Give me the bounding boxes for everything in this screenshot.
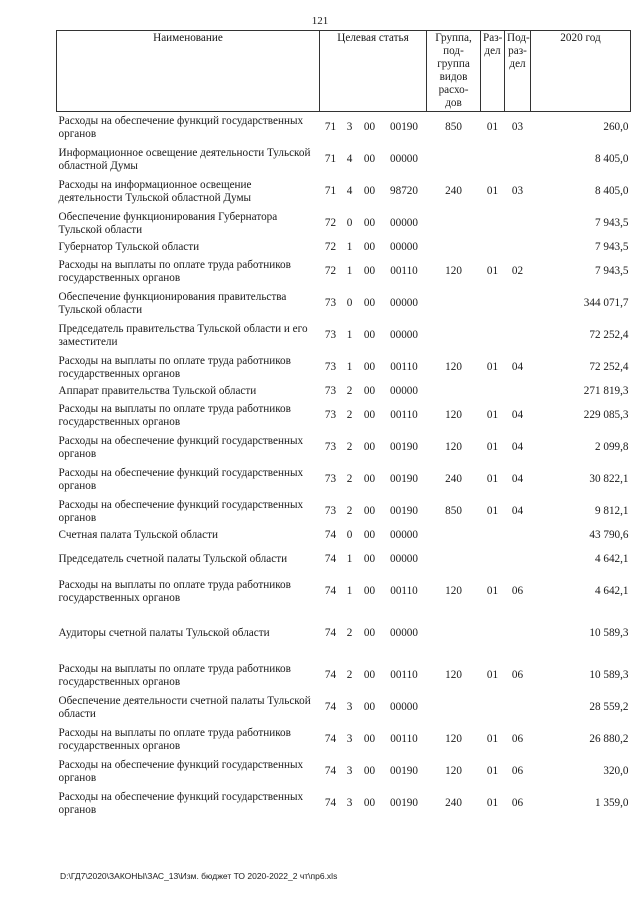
section-code: 01 bbox=[486, 361, 499, 373]
target-program: 72 bbox=[324, 265, 337, 277]
expense-group bbox=[427, 544, 481, 576]
section-code bbox=[481, 320, 505, 352]
target-subprogram: 2 bbox=[346, 669, 353, 681]
section-code: 01 bbox=[486, 185, 499, 197]
target-direction: 00110 bbox=[390, 265, 418, 277]
target-main-event: 00 bbox=[363, 529, 376, 541]
target-direction: 00000 bbox=[390, 701, 418, 713]
target-main-event: 00 bbox=[363, 733, 376, 745]
subsection-code bbox=[505, 240, 531, 256]
subsection-code bbox=[505, 144, 531, 176]
expense-group: 850 bbox=[445, 121, 462, 134]
target-program: 73 bbox=[324, 505, 337, 517]
subsection-code bbox=[505, 692, 531, 724]
expense-group: 120 bbox=[445, 361, 462, 373]
row-spacer bbox=[57, 608, 631, 618]
subsection-code bbox=[505, 384, 531, 400]
expense-group: 120 bbox=[445, 409, 462, 421]
target-subprogram: 2 bbox=[346, 409, 353, 421]
amount-2020: 10 589,3 bbox=[589, 669, 629, 681]
subsection-code: 02 bbox=[511, 265, 524, 277]
table-row bbox=[57, 618, 631, 650]
target-subprogram: 1 bbox=[346, 265, 353, 277]
target-program: 74 bbox=[324, 669, 337, 681]
target-main-event: 00 bbox=[363, 121, 376, 134]
table-row bbox=[57, 320, 631, 352]
row-name: Расходы на обеспечение функций государственных органов bbox=[58, 790, 304, 816]
target-subprogram: 1 bbox=[346, 585, 353, 597]
expense-group bbox=[427, 320, 481, 352]
section-code: 01 bbox=[486, 585, 499, 597]
target-program: 73 bbox=[324, 409, 337, 421]
target-program: 71 bbox=[324, 121, 337, 134]
expense-group: 240 bbox=[445, 185, 462, 197]
subsection-code: 06 bbox=[511, 585, 524, 597]
target-program: 71 bbox=[324, 153, 337, 165]
header-section-line: дел bbox=[484, 45, 501, 57]
section-code bbox=[481, 692, 505, 724]
table-body bbox=[57, 112, 631, 820]
row-name: Расходы на выплаты по оплате труда работников государственных органов bbox=[58, 258, 291, 284]
amount-2020: 10 589,3 bbox=[589, 627, 629, 639]
expense-group bbox=[427, 144, 481, 176]
section-code: 01 bbox=[486, 265, 499, 277]
row-name: Расходы на обеспечение функций государственных органов bbox=[58, 434, 304, 460]
target-program: 73 bbox=[324, 361, 337, 373]
target-program: 73 bbox=[324, 441, 337, 453]
row-name: Аудиторы счетной палаты Тульской области bbox=[58, 627, 270, 639]
table-row bbox=[57, 208, 631, 240]
target-main-event: 00 bbox=[363, 473, 376, 485]
amount-2020: 26 880,2 bbox=[589, 733, 629, 745]
section-code: 01 bbox=[486, 473, 499, 485]
expense-group: 240 bbox=[445, 797, 462, 809]
expense-group bbox=[427, 208, 481, 240]
amount-2020: 1 359,0 bbox=[594, 797, 629, 809]
target-program: 73 bbox=[324, 473, 337, 485]
target-main-event: 00 bbox=[363, 505, 376, 517]
target-direction: 98720 bbox=[390, 185, 418, 197]
section-code bbox=[481, 240, 505, 256]
target-program: 74 bbox=[324, 733, 337, 745]
file-path-footer: D:\ГД7\2020\ЗАКОНЫ\ЗАС_13\Изм. бюджет ТО 2020-2022_2 чт\пр6.xls bbox=[60, 871, 338, 881]
target-program: 72 bbox=[324, 241, 337, 253]
table-row bbox=[57, 288, 631, 320]
row-name: Губернатор Тульской области bbox=[58, 241, 200, 253]
row-name: Обеспечение функционирования правительства Тульской области bbox=[58, 290, 287, 316]
target-subprogram: 3 bbox=[346, 797, 353, 809]
target-program: 74 bbox=[324, 797, 337, 809]
target-main-event: 00 bbox=[363, 265, 376, 277]
target-subprogram: 0 bbox=[346, 529, 353, 541]
amount-2020: 9 812,1 bbox=[594, 505, 629, 517]
target-subprogram: 1 bbox=[346, 553, 353, 565]
header-name: Наименование bbox=[57, 31, 320, 112]
amount-2020: 4 642,1 bbox=[594, 553, 629, 565]
target-direction: 00000 bbox=[390, 241, 418, 253]
row-name: Расходы на выплаты по оплате труда работников государственных органов bbox=[58, 662, 291, 688]
target-main-event: 00 bbox=[363, 153, 376, 165]
header-group-line: группа bbox=[437, 58, 470, 70]
target-main-event: 00 bbox=[363, 385, 376, 397]
header-target-article: Целевая статья bbox=[320, 31, 427, 112]
target-direction: 00190 bbox=[390, 797, 418, 809]
page-number: 121 bbox=[311, 15, 329, 27]
target-program: 73 bbox=[324, 329, 337, 341]
subsection-code: 04 bbox=[511, 361, 524, 373]
target-subprogram: 1 bbox=[346, 241, 353, 253]
subsection-code: 04 bbox=[511, 409, 524, 421]
amount-2020: 7 943,5 bbox=[594, 241, 629, 253]
header-subsection-line: Под- bbox=[507, 32, 530, 44]
table-row bbox=[57, 692, 631, 724]
subsection-code: 04 bbox=[511, 441, 524, 453]
header-group-line: расхо- bbox=[438, 84, 469, 96]
amount-2020: 72 252,4 bbox=[589, 329, 629, 341]
target-direction: 00000 bbox=[390, 153, 418, 165]
subsection-code: 06 bbox=[511, 669, 524, 681]
target-subprogram: 0 bbox=[346, 297, 353, 309]
section-code bbox=[481, 288, 505, 320]
row-name: Расходы на выплаты по оплате труда работников государственных органов bbox=[58, 578, 291, 604]
header-group-line: под- bbox=[443, 45, 464, 57]
amount-2020: 7 943,5 bbox=[594, 265, 629, 277]
amount-2020: 271 819,3 bbox=[583, 385, 629, 397]
expense-group: 120 bbox=[445, 733, 462, 745]
header-group-line: Группа, bbox=[435, 32, 472, 44]
target-main-event: 00 bbox=[363, 409, 376, 421]
target-subprogram: 4 bbox=[346, 153, 353, 165]
table-row bbox=[57, 112, 631, 144]
row-name: Расходы на выплаты по оплате труда работников государственных органов bbox=[58, 726, 291, 752]
amount-2020: 344 071,7 bbox=[583, 297, 629, 309]
target-subprogram: 2 bbox=[346, 385, 353, 397]
section-code bbox=[481, 384, 505, 400]
subsection-code bbox=[505, 544, 531, 576]
amount-2020: 7 943,5 bbox=[594, 217, 629, 229]
expense-group: 120 bbox=[445, 441, 462, 453]
table-row bbox=[57, 144, 631, 176]
target-direction: 00190 bbox=[390, 121, 418, 134]
expense-group: 120 bbox=[445, 585, 462, 597]
section-code bbox=[481, 544, 505, 576]
row-name: Счетная палата Тульской области bbox=[58, 529, 218, 541]
section-code: 01 bbox=[486, 505, 499, 517]
target-main-event: 00 bbox=[363, 329, 376, 341]
target-program: 73 bbox=[324, 297, 337, 309]
target-subprogram: 2 bbox=[346, 473, 353, 485]
row-name: Расходы на обеспечение функций государственных органов bbox=[58, 114, 304, 140]
target-subprogram: 2 bbox=[346, 441, 353, 453]
budget-table bbox=[56, 30, 631, 820]
header-section bbox=[481, 31, 505, 112]
subsection-code bbox=[505, 528, 531, 544]
target-direction: 00110 bbox=[390, 585, 418, 597]
amount-2020: 8 405,0 bbox=[594, 153, 629, 165]
expense-group bbox=[427, 618, 481, 650]
amount-2020: 30 822,1 bbox=[589, 473, 629, 485]
table-row bbox=[57, 256, 631, 288]
table-row bbox=[57, 496, 631, 528]
expense-group bbox=[427, 288, 481, 320]
subsection-code bbox=[505, 208, 531, 240]
row-spacer-cell bbox=[57, 608, 631, 618]
section-code: 01 bbox=[486, 797, 499, 809]
target-direction: 00190 bbox=[390, 441, 418, 453]
amount-2020: 8 405,0 bbox=[594, 185, 629, 197]
target-program: 74 bbox=[324, 627, 337, 639]
section-code: 01 bbox=[486, 409, 499, 421]
subsection-code bbox=[505, 288, 531, 320]
target-direction: 00000 bbox=[390, 385, 418, 397]
target-direction: 00110 bbox=[390, 733, 418, 745]
table-row bbox=[57, 660, 631, 692]
row-name: Обеспечение функционирования Губернатора Тульской области bbox=[58, 210, 278, 236]
target-main-event: 00 bbox=[363, 217, 376, 229]
row-name: Аппарат правительства Тульской области bbox=[58, 385, 257, 397]
expense-group bbox=[427, 528, 481, 544]
expense-group: 120 bbox=[445, 765, 462, 777]
target-main-event: 00 bbox=[363, 297, 376, 309]
row-name: Председатель счетной палаты Тульской области bbox=[58, 553, 288, 565]
target-main-event: 00 bbox=[363, 765, 376, 777]
table-header bbox=[57, 31, 631, 112]
row-spacer-cell bbox=[57, 650, 631, 660]
row-name: Информационное освещение деятельности Тульской областной Думы bbox=[58, 146, 311, 172]
expense-group: 240 bbox=[445, 473, 462, 485]
section-code bbox=[481, 208, 505, 240]
expense-group bbox=[427, 692, 481, 724]
header-subsection-line: дел bbox=[509, 58, 526, 70]
target-subprogram: 2 bbox=[346, 505, 353, 517]
section-code: 01 bbox=[486, 733, 499, 745]
section-code bbox=[481, 618, 505, 650]
row-name: Расходы на информационное освещение деятельности Тульской областной Думы bbox=[58, 178, 252, 204]
target-direction: 00110 bbox=[390, 361, 418, 373]
target-subprogram: 3 bbox=[346, 733, 353, 745]
target-program: 71 bbox=[324, 185, 337, 197]
amount-2020: 28 559,2 bbox=[589, 701, 629, 713]
target-program: 72 bbox=[324, 217, 337, 229]
amount-2020: 72 252,4 bbox=[589, 361, 629, 373]
target-subprogram: 4 bbox=[346, 185, 353, 197]
target-main-event: 00 bbox=[363, 553, 376, 565]
table-row bbox=[57, 576, 631, 608]
expense-group bbox=[427, 384, 481, 400]
table-row bbox=[57, 176, 631, 208]
row-name: Расходы на обеспечение функций государственных органов bbox=[58, 498, 304, 524]
row-name: Расходы на выплаты по оплате труда работников государственных органов bbox=[58, 354, 291, 380]
amount-2020: 320,0 bbox=[603, 765, 629, 777]
section-code: 01 bbox=[486, 121, 499, 134]
subsection-code: 06 bbox=[511, 797, 524, 809]
subsection-code: 04 bbox=[511, 505, 524, 517]
target-subprogram: 3 bbox=[346, 701, 353, 713]
target-subprogram: 0 bbox=[346, 217, 353, 229]
table-row bbox=[57, 788, 631, 820]
target-subprogram: 1 bbox=[346, 361, 353, 373]
table-row bbox=[57, 400, 631, 432]
section-code bbox=[481, 144, 505, 176]
target-program: 74 bbox=[324, 553, 337, 565]
table-row bbox=[57, 544, 631, 576]
subsection-code: 04 bbox=[511, 473, 524, 485]
target-main-event: 00 bbox=[363, 441, 376, 453]
amount-2020: 43 790,6 bbox=[589, 529, 629, 541]
target-subprogram: 2 bbox=[346, 627, 353, 639]
row-spacer bbox=[57, 650, 631, 660]
subsection-code: 03 bbox=[511, 121, 524, 134]
amount-2020: 229 085,3 bbox=[583, 409, 629, 421]
expense-group bbox=[427, 240, 481, 256]
target-program: 74 bbox=[324, 529, 337, 541]
target-main-event: 00 bbox=[363, 585, 376, 597]
target-main-event: 00 bbox=[363, 361, 376, 373]
target-program: 74 bbox=[324, 585, 337, 597]
table-row bbox=[57, 756, 631, 788]
header-year: 2020 год bbox=[531, 31, 631, 112]
expense-group: 120 bbox=[445, 265, 462, 277]
table-row bbox=[57, 240, 631, 256]
row-name: Обеспечение деятельности счетной палаты Тульской области bbox=[58, 694, 311, 720]
target-direction: 00110 bbox=[390, 409, 418, 421]
target-main-event: 00 bbox=[363, 185, 376, 197]
row-name: Расходы на выплаты по оплате труда работников государственных органов bbox=[58, 402, 291, 428]
target-subprogram: 1 bbox=[346, 329, 353, 341]
expense-group: 120 bbox=[445, 669, 462, 681]
target-direction: 00000 bbox=[390, 329, 418, 341]
table-row bbox=[57, 528, 631, 544]
header-subsection-line: раз- bbox=[508, 45, 527, 57]
target-main-event: 00 bbox=[363, 241, 376, 253]
table-row bbox=[57, 464, 631, 496]
header-subsection bbox=[505, 31, 531, 112]
subsection-code: 03 bbox=[511, 185, 524, 197]
amount-2020: 260,0 bbox=[603, 121, 629, 134]
target-main-event: 00 bbox=[363, 797, 376, 809]
target-main-event: 00 bbox=[363, 669, 376, 681]
target-direction: 00110 bbox=[390, 669, 418, 681]
target-direction: 00000 bbox=[390, 297, 418, 309]
header-group-line: видов bbox=[439, 71, 468, 83]
row-name: Расходы на обеспечение функций государственных органов bbox=[58, 758, 304, 784]
section-code bbox=[481, 528, 505, 544]
target-direction: 00190 bbox=[390, 765, 418, 777]
target-direction: 00190 bbox=[390, 473, 418, 485]
table-row bbox=[57, 724, 631, 756]
section-code: 01 bbox=[486, 765, 499, 777]
table-row bbox=[57, 352, 631, 384]
row-name: Расходы на обеспечение функций государственных органов bbox=[58, 466, 304, 492]
subsection-code bbox=[505, 618, 531, 650]
header-group bbox=[427, 31, 481, 112]
subsection-code bbox=[505, 320, 531, 352]
row-name: Председатель правительства Тульской области и его заместители bbox=[58, 322, 308, 348]
subsection-code: 06 bbox=[511, 733, 524, 745]
target-direction: 00000 bbox=[390, 217, 418, 229]
header-group-line: дов bbox=[445, 97, 462, 109]
amount-2020: 4 642,1 bbox=[594, 585, 629, 597]
target-direction: 00190 bbox=[390, 505, 418, 517]
target-direction: 00000 bbox=[390, 529, 418, 541]
section-code: 01 bbox=[486, 441, 499, 453]
subsection-code: 06 bbox=[511, 765, 524, 777]
expense-group: 850 bbox=[445, 505, 462, 517]
amount-2020: 2 099,8 bbox=[594, 441, 629, 453]
target-program: 73 bbox=[324, 385, 337, 397]
target-program: 74 bbox=[324, 765, 337, 777]
target-direction: 00000 bbox=[390, 553, 418, 565]
target-direction: 00000 bbox=[390, 627, 418, 639]
target-subprogram: 3 bbox=[346, 121, 353, 134]
section-code: 01 bbox=[486, 669, 499, 681]
header-section-line: Раз- bbox=[483, 32, 503, 44]
table-row bbox=[57, 432, 631, 464]
target-main-event: 00 bbox=[363, 701, 376, 713]
table-row bbox=[57, 384, 631, 400]
target-main-event: 00 bbox=[363, 627, 376, 639]
target-program: 74 bbox=[324, 701, 337, 713]
target-subprogram: 3 bbox=[346, 765, 353, 777]
